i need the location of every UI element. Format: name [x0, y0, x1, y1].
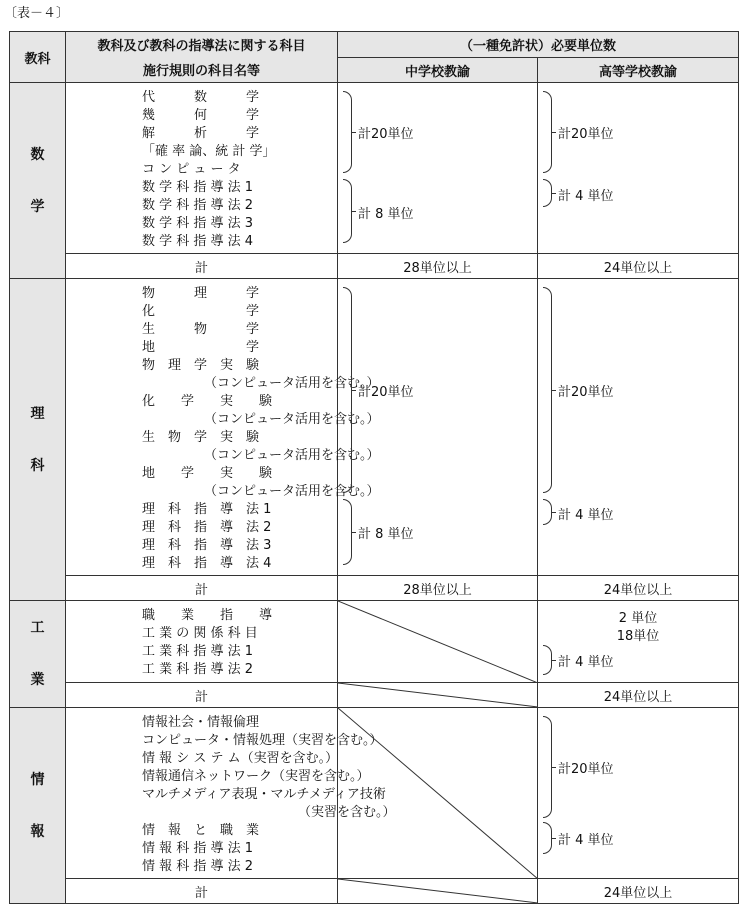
list-item: 代 数 学 — [142, 90, 260, 105]
info-total-junior-na — [338, 879, 538, 904]
list-item-note: （コンピュータ活用を含む。） — [204, 484, 380, 499]
list-item: 地 学 — [142, 340, 260, 355]
math-senior-credits — [538, 83, 739, 254]
subject-char: 数 — [30, 146, 45, 163]
not-applicable-slash — [338, 879, 538, 903]
list-item: 理 科 指 導 法 2 — [142, 520, 272, 535]
info-junior-na — [338, 708, 538, 879]
credit-label: 計 8 単位 — [358, 527, 414, 542]
credit-label: 計 4 単位 — [558, 655, 614, 670]
industry-total-label: 計 — [66, 683, 338, 708]
header-required: （一種免許状）必要単位数 — [338, 32, 739, 58]
industry-total-junior-na — [338, 683, 538, 708]
science-junior-credits — [338, 279, 538, 576]
brace-icon — [543, 499, 552, 525]
subject-char: 報 — [30, 823, 45, 840]
math-total-junior: 28単位以上 — [338, 254, 538, 279]
list-item: 職 業 指 導 — [142, 608, 273, 623]
list-item: 工 業 の 関 係 科 目 — [142, 626, 258, 641]
list-item: 情 報 と 職 業 — [142, 823, 260, 838]
subject-math — [10, 83, 66, 279]
list-item-note: （コンピュータ活用を含む。） — [204, 412, 380, 427]
list-item: 情 報 科 指 導 法 2 — [142, 859, 254, 874]
list-item: 「確 率 論、統 計 学」 — [142, 144, 276, 159]
list-item: 工 業 科 指 導 法 2 — [142, 662, 254, 677]
list-item: 数 学 科 指 導 法 2 — [142, 198, 254, 213]
not-applicable-slash — [338, 683, 538, 707]
brace-icon — [543, 179, 552, 207]
brace-icon — [543, 91, 552, 173]
list-item: 工 業 科 指 導 法 1 — [142, 644, 254, 659]
math-total-label: 計 — [66, 254, 338, 279]
course-list-industry — [66, 601, 338, 683]
science-total-senior: 24単位以上 — [538, 576, 739, 601]
info-total-label: 計 — [66, 879, 338, 904]
brace-icon — [343, 499, 352, 565]
course-list-science — [66, 279, 380, 576]
brace-icon — [343, 287, 352, 493]
header-subject: 教科 — [10, 32, 66, 83]
credit-label: 計 4 単位 — [558, 508, 614, 523]
list-item-note: （コンピュータ活用を含む。） — [204, 448, 380, 463]
industry-total-senior: 24単位以上 — [538, 683, 739, 708]
credit-label: 計20単位 — [358, 385, 414, 400]
credit-label: 計 4 単位 — [558, 833, 614, 848]
subject-char: 工 — [30, 620, 45, 636]
list-item: 情 報 シ ス テ ム（実習を含む。） — [142, 751, 339, 766]
list-item: 化 学 — [142, 304, 260, 319]
credit-label: 計 4 単位 — [558, 189, 614, 204]
list-item: マルチメディア表現・マルチメディア技術 — [142, 787, 386, 802]
credit-label: 計20単位 — [558, 762, 614, 777]
list-item: 情報社会・情報倫理 — [142, 715, 260, 730]
list-item: 数 学 科 指 導 法 3 — [142, 216, 254, 231]
list-item-note: （コンピュータ活用を含む。） — [204, 376, 380, 391]
info-senior-credits — [538, 708, 739, 879]
subject-char: 業 — [30, 672, 45, 688]
list-item: 理 科 指 導 法 1 — [142, 502, 272, 517]
subject-science — [10, 279, 66, 601]
brace-icon — [343, 91, 352, 173]
list-item: コンピュータ・情報処理（実習を含む。） — [142, 733, 383, 748]
brace-icon — [543, 716, 552, 818]
credit-label: 2 単位 — [618, 611, 658, 626]
science-senior-credits — [538, 279, 739, 576]
list-item: 数 学 科 指 導 法 1 — [142, 180, 254, 195]
list-item: 化 学 実 験 — [142, 394, 273, 409]
credit-label: 計20単位 — [558, 385, 614, 400]
table-caption: 〔表－４〕 — [4, 6, 70, 21]
science-total-label: 計 — [66, 576, 338, 601]
brace-icon — [543, 287, 552, 493]
subject-char: 情 — [30, 771, 45, 788]
info-total-senior: 24単位以上 — [538, 879, 739, 904]
science-total-junior: 28単位以上 — [338, 576, 538, 601]
subject-char: 学 — [30, 198, 45, 215]
header-course-line1: 教科及び教科の指導法に関する科目 — [66, 32, 338, 58]
math-junior-credits — [338, 83, 538, 254]
list-item-note: （実習を含む。） — [298, 805, 396, 820]
credit-label: 計 8 単位 — [358, 207, 414, 222]
not-applicable-slash — [338, 601, 538, 683]
credit-label: 18単位 — [616, 629, 660, 644]
list-item: 生 物 学 実 験 — [142, 430, 260, 445]
list-item: 情 報 科 指 導 法 1 — [142, 841, 254, 856]
list-item: 物 理 学 実 験 — [142, 358, 260, 373]
list-item: コ ン ピ ュ ー タ — [142, 162, 241, 177]
list-item: 生 物 学 — [142, 322, 260, 337]
header-course-line2: 施行規則の科目名等 — [66, 58, 338, 83]
list-item: 理 科 指 導 法 3 — [142, 538, 272, 553]
list-item: 幾 何 学 — [142, 108, 260, 123]
credit-label: 計20単位 — [358, 127, 414, 142]
course-list-math — [66, 83, 338, 254]
brace-icon — [543, 645, 552, 675]
subject-char: 理 — [30, 405, 45, 422]
brace-icon — [543, 822, 552, 854]
list-item: 理 科 指 導 法 4 — [142, 556, 272, 571]
list-item: 解 析 学 — [142, 126, 260, 141]
subject-industry — [10, 601, 66, 708]
industry-junior-na — [338, 601, 538, 683]
list-item: 情報通信ネットワーク（実習を含む。） — [142, 769, 370, 784]
math-total-senior: 24単位以上 — [538, 254, 739, 279]
brace-icon — [343, 179, 352, 243]
list-item: 物 理 学 — [142, 286, 260, 301]
subject-info — [10, 708, 66, 904]
not-applicable-slash — [338, 708, 538, 879]
industry-senior-credits — [538, 601, 739, 683]
header-senior: 高等学校教諭 — [538, 58, 739, 83]
header-junior: 中学校教諭 — [338, 58, 538, 83]
subject-char: 科 — [30, 457, 45, 474]
credit-table — [9, 31, 739, 904]
list-item: 地 学 実 験 — [142, 466, 273, 481]
course-list-info — [66, 708, 396, 879]
list-item: 数 学 科 指 導 法 4 — [142, 234, 254, 249]
credit-label: 計20単位 — [558, 127, 614, 142]
